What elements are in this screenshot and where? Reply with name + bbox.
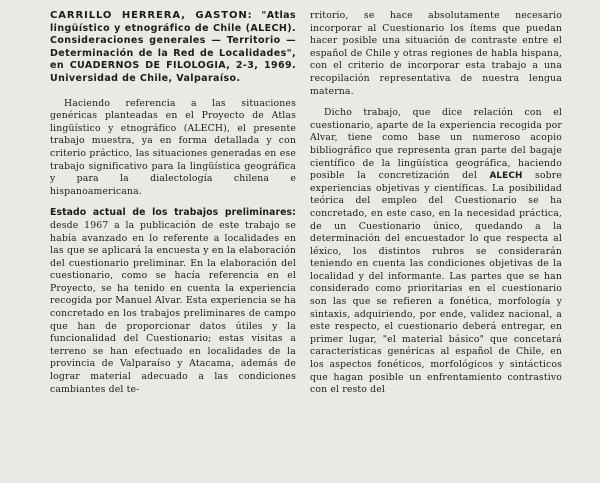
questionnaire-text-b: sobre experiencias objetivas y científicas. La posibilidad teórica del empleo del Cuestionario se ha concretado, en este caso, en la necesidad práctica, de un Cuestionario único, quedando a la determinación del encuestador lo que respecta al léxico, los distintos rubros se considerarán teniendo en cuenta las condiciones objetivas de la localidad y del informante. Las partes que se han considerado como prioritarias en el cuestionario son las que se refieren a fonética, morfología y sintaxis, adquiriendo, por ende, validez nacional, a este respecto, el cuestionario deberá entregar, en primer lugar, "el material básico" que concetará características genéricas al español de Chile, en los aspectos fonéticos, morfológicos y sintácticos que hagan posible un enfrentamiento contrastivo con el resto del [310, 170, 562, 396]
reference-author: CARRILLO HERRERA, GASTON: [50, 10, 253, 21]
continuation-paragraph: rritorio, se hace absolutamente necesario incorporar al Cuestionario los ítems que puedan hacer posible una situación de contraste entre el español de Chile y otras regiones de habla hispana, con el criterio de incorporar esta trabajo a una recopilación representativa de nuestra lengua materna. [310, 10, 562, 97]
questionnaire-text-a: Dicho trabajo, que dice relación con el cuestionario, aparte de la experiencia recogida por Alvar, tiene como base un numeroso acopio bibliográfico que representa gran parte del bagaje científico de la lingüística geográfica, haciendo posible la concretización del [310, 107, 562, 182]
reference-title: "Atlas lingüístico y etnográfico de Chile (ALECH). Consideraciones generales — Territorio — Determinación de la Red de Localidades", en CUADERNOS DE FILOLOGIA, 2-3, 1969. Universidad de Chile, Valparaíso. [50, 10, 296, 84]
questionnaire-paragraph [310, 107, 562, 397]
left-column [50, 10, 296, 483]
right-column [310, 10, 562, 483]
section-paragraph [50, 207, 296, 396]
section-body: desde 1967 a la publicación de este trabajo se había avanzado en lo referente a localidades en las que se aplicará la encuesta y en la elaboración del cuestionario preliminar. En la elaboración del cuestionario, como se hacía referencia en el Proyecto, se ha tenido en cuenta la experiencia recogida por Manuel Alvar. Esta experiencia se ha concretado en los trabajos preliminares de campo que han de proporcionar datos útiles y la funcionalidad del Cuestionario; estas visitas a terreno se han efectuado en localidades de la provincia de Valparaíso y Atacama, además de lograr material adecuado a las condiciones cambiantes del te- [50, 219, 296, 395]
alech-acronym: ALECH [489, 171, 523, 182]
intro-paragraph: Haciendo referencia a las situaciones genéricas planteadas en el Proyecto de Atlas lingüístico y etnográfico (ALECH), el presente trabajo muestra, ya en forma detallada y con criterio práctico, las situaciones generadas en ese trabajo significativo para la lingüística geográfica y para la dialectología chilena e hispanoamericana. [50, 97, 296, 197]
bibliographic-reference [50, 10, 296, 86]
section-heading: Estado actual de los trabajos preliminares: [50, 207, 296, 219]
